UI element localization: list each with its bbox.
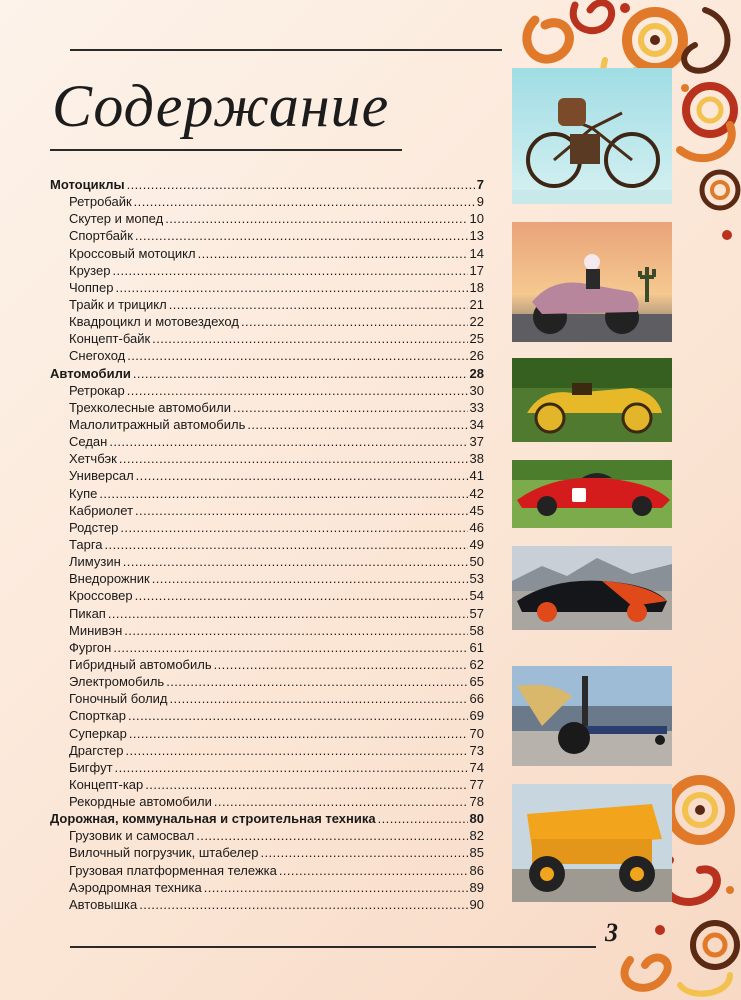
- toc-page-number: 17: [469, 262, 484, 278]
- toc-label: Грузовик и самосвал: [69, 828, 195, 844]
- table-of-contents: [50, 176, 484, 913]
- toc-entry[interactable]: [50, 502, 484, 519]
- toc-label: Суперкар: [69, 725, 127, 741]
- toc-leader-dots: [214, 656, 468, 673]
- toc-leader-dots: [105, 536, 468, 553]
- photo-dragster: [512, 666, 672, 766]
- toc-page-number: 89: [469, 879, 484, 895]
- toc-entry[interactable]: [50, 399, 484, 416]
- toc-section[interactable]: [50, 810, 484, 827]
- toc-label: Снегоход: [69, 348, 126, 364]
- toc-label: Спорткар: [69, 708, 126, 724]
- toc-label: Мотоциклы: [50, 177, 125, 192]
- toc-page-number: 42: [469, 485, 484, 501]
- toc-page-number: 82: [469, 828, 484, 844]
- toc-leader-dots: [198, 245, 468, 262]
- photo-cruiser: [512, 222, 672, 342]
- toc-leader-dots: [126, 742, 468, 759]
- toc-leader-dots: [152, 570, 468, 587]
- photo-dump-truck: [512, 784, 672, 902]
- toc-leader-dots: [123, 553, 468, 570]
- toc-page-number: 80: [469, 811, 484, 827]
- toc-label: Тарга: [69, 536, 103, 552]
- toc-label: Спортбайк: [69, 228, 133, 244]
- toc-entry[interactable]: [50, 382, 484, 399]
- toc-entry[interactable]: [50, 896, 484, 913]
- toc-page-number: 65: [469, 674, 484, 690]
- toc-page-number: 33: [469, 399, 484, 415]
- toc-page-number: 50: [469, 554, 484, 570]
- toc-label: Аэродромная техника: [69, 879, 202, 895]
- toc-label: Скутер и мопед: [69, 211, 164, 227]
- toc-page-number: 18: [469, 279, 484, 295]
- toc-entry[interactable]: [50, 690, 484, 707]
- toc-label: Седан: [69, 434, 108, 450]
- toc-page-number: 21: [469, 296, 484, 312]
- toc-entry[interactable]: [50, 279, 484, 296]
- toc-page-number: 28: [469, 365, 484, 381]
- toc-leader-dots: [152, 330, 467, 347]
- toc-page-number: 78: [469, 794, 484, 810]
- toc-page-number: 37: [469, 434, 484, 450]
- toc-label: Автомобили: [50, 365, 131, 381]
- toc-entry[interactable]: [50, 313, 484, 330]
- toc-entry[interactable]: [50, 570, 484, 587]
- toc-leader-dots: [169, 296, 468, 313]
- toc-page-number: 53: [469, 571, 484, 587]
- toc-leader-dots: [109, 433, 467, 450]
- toc-label: Кабриолет: [69, 502, 134, 518]
- toc-label: Драгстер: [69, 742, 124, 758]
- toc-label: Рекордные автомобили: [69, 794, 212, 810]
- toc-label: Гибридный автомобиль: [69, 656, 212, 672]
- toc-leader-dots: [127, 382, 468, 399]
- toc-page-number: 10: [469, 211, 484, 227]
- toc-label: Трехколесные автомобили: [69, 399, 231, 415]
- toc-label: Фургон: [69, 639, 112, 655]
- toc-page-number: 14: [469, 245, 484, 261]
- toc-entry[interactable]: [50, 262, 484, 279]
- toc-label: Дорожная, коммунальная и строительная техника: [50, 811, 376, 827]
- toc-page-number: 85: [469, 845, 484, 861]
- toc-leader-dots: [166, 673, 467, 690]
- toc-leader-dots: [134, 193, 475, 210]
- toc-leader-dots: [128, 707, 468, 724]
- toc-entry[interactable]: [50, 296, 484, 313]
- toc-page-number: 57: [469, 605, 484, 621]
- toc-leader-dots: [135, 227, 468, 244]
- toc-page-number: 73: [469, 742, 484, 758]
- toc-entry[interactable]: [50, 330, 484, 347]
- toc-leader-dots: [115, 279, 467, 296]
- top-rule: [70, 49, 502, 51]
- toc-label: Универсал: [69, 468, 134, 484]
- toc-entry[interactable]: [50, 707, 484, 724]
- toc-entry[interactable]: [50, 605, 484, 622]
- toc-entry[interactable]: [50, 553, 484, 570]
- toc-leader-dots: [115, 759, 468, 776]
- toc-leader-dots: [136, 467, 468, 484]
- toc-entry[interactable]: [50, 416, 484, 433]
- photo-retro-bike: [512, 68, 672, 204]
- toc-label: Электромобиль: [69, 674, 165, 690]
- toc-leader-dots: [214, 793, 468, 810]
- toc-entry[interactable]: [50, 656, 484, 673]
- toc-page-number: 30: [469, 382, 484, 398]
- toc-label: Внедорожник: [69, 571, 150, 587]
- toc-page-number: 86: [469, 862, 484, 878]
- bottom-rule: [70, 946, 596, 948]
- toc-leader-dots: [135, 502, 468, 519]
- toc-label: Квадроцикл и мотовездеход: [69, 314, 239, 330]
- toc-page-number: 61: [469, 639, 484, 655]
- toc-label: Пикап: [69, 605, 106, 621]
- toc-leader-dots: [127, 176, 475, 193]
- toc-page-number: 74: [469, 759, 484, 775]
- toc-leader-dots: [196, 827, 467, 844]
- toc-label: Ретробайк: [69, 194, 132, 210]
- toc-entry[interactable]: [50, 227, 484, 244]
- toc-section[interactable]: [50, 365, 484, 382]
- toc-leader-dots: [133, 365, 468, 382]
- page-title: Содержание: [52, 73, 390, 139]
- toc-label: Трайк и трицикл: [69, 296, 167, 312]
- toc-leader-dots: [378, 810, 468, 827]
- photo-supercar: [512, 546, 672, 630]
- toc-label: Малолитражный автомобиль: [69, 416, 246, 432]
- toc-entry[interactable]: [50, 210, 484, 227]
- toc-label: Гоночный болид: [69, 691, 168, 707]
- toc-entry[interactable]: [50, 587, 484, 604]
- title-underline: [50, 149, 402, 151]
- toc-leader-dots: [124, 622, 467, 639]
- toc-leader-dots: [129, 725, 468, 742]
- toc-page-number: 66: [469, 691, 484, 707]
- toc-label: Хетчбэк: [69, 451, 117, 467]
- toc-entry[interactable]: [50, 639, 484, 656]
- toc-page-number: 54: [469, 588, 484, 604]
- toc-section[interactable]: [50, 176, 484, 193]
- toc-page-number: 77: [469, 776, 484, 792]
- toc-label: Кроссовер: [69, 588, 133, 604]
- toc-label: Автовышка: [69, 896, 138, 912]
- toc-label: Лимузин: [69, 554, 121, 570]
- toc-label: Чоппер: [69, 279, 114, 295]
- toc-page-number: 90: [469, 896, 484, 912]
- toc-entry[interactable]: [50, 759, 484, 776]
- toc-label: Ретрокар: [69, 382, 125, 398]
- toc-entry[interactable]: [50, 519, 484, 536]
- toc-leader-dots: [145, 776, 467, 793]
- toc-page-number: 58: [469, 622, 484, 638]
- toc-entry[interactable]: [50, 862, 484, 879]
- toc-label: Грузовая платформенная тележка: [69, 862, 277, 878]
- toc-leader-dots: [99, 485, 467, 502]
- toc-page-number: 62: [469, 656, 484, 672]
- toc-leader-dots: [165, 210, 467, 227]
- toc-leader-dots: [127, 347, 467, 364]
- toc-entry[interactable]: [50, 433, 484, 450]
- toc-label: Крузер: [69, 262, 111, 278]
- page-number: 3: [605, 918, 618, 947]
- toc-page-number: 22: [469, 314, 484, 330]
- toc-entry[interactable]: [50, 879, 484, 896]
- toc-page-number: 9: [476, 194, 484, 210]
- toc-leader-dots: [260, 844, 467, 861]
- toc-leader-dots: [170, 690, 468, 707]
- toc-leader-dots: [233, 399, 468, 416]
- toc-entry[interactable]: [50, 793, 484, 810]
- toc-entry[interactable]: [50, 844, 484, 861]
- toc-label: Кроссовый мотоцикл: [69, 245, 196, 261]
- toc-entry[interactable]: [50, 622, 484, 639]
- toc-page-number: 70: [469, 725, 484, 741]
- toc-page-number: 38: [469, 451, 484, 467]
- toc-label: Купе: [69, 485, 98, 501]
- toc-leader-dots: [241, 313, 468, 330]
- toc-entry[interactable]: [50, 673, 484, 690]
- toc-entry[interactable]: [50, 467, 484, 484]
- toc-leader-dots: [108, 605, 468, 622]
- toc-entry[interactable]: [50, 347, 484, 364]
- toc-label: Бигфут: [69, 759, 113, 775]
- toc-leader-dots: [139, 896, 467, 913]
- toc-leader-dots: [120, 519, 467, 536]
- toc-entry[interactable]: [50, 536, 484, 553]
- toc-page-number: 41: [469, 468, 484, 484]
- toc-leader-dots: [113, 639, 467, 656]
- toc-page-number: 26: [469, 348, 484, 364]
- toc-entry[interactable]: [50, 485, 484, 502]
- toc-page-number: 49: [469, 536, 484, 552]
- toc-entry[interactable]: [50, 742, 484, 759]
- toc-page-number: 34: [469, 416, 484, 432]
- toc-page-number: 13: [469, 228, 484, 244]
- toc-entry[interactable]: [50, 450, 484, 467]
- toc-page-number: 69: [469, 708, 484, 724]
- toc-entry[interactable]: [50, 827, 484, 844]
- toc-leader-dots: [135, 587, 468, 604]
- toc-leader-dots: [119, 450, 468, 467]
- photo-sportscar: [512, 460, 672, 528]
- toc-entry[interactable]: [50, 776, 484, 793]
- toc-leader-dots: [112, 262, 467, 279]
- toc-label: Концепт-кар: [69, 776, 144, 792]
- toc-entry[interactable]: [50, 725, 484, 742]
- toc-page-number: 46: [469, 519, 484, 535]
- toc-leader-dots: [247, 416, 467, 433]
- toc-page-number: 45: [469, 502, 484, 518]
- toc-label: Минивэн: [69, 622, 123, 638]
- toc-leader-dots: [204, 879, 468, 896]
- toc-page-number: 25: [469, 331, 484, 347]
- toc-page-number: 7: [476, 177, 484, 192]
- toc-label: Родстер: [69, 519, 119, 535]
- toc-label: Вилочный погрузчик, штабелер: [69, 845, 259, 861]
- toc-entry[interactable]: [50, 193, 484, 210]
- photo-retrocar: [512, 358, 672, 442]
- toc-entry[interactable]: [50, 245, 484, 262]
- toc-label: Концепт-байк: [69, 331, 151, 347]
- toc-leader-dots: [279, 862, 468, 879]
